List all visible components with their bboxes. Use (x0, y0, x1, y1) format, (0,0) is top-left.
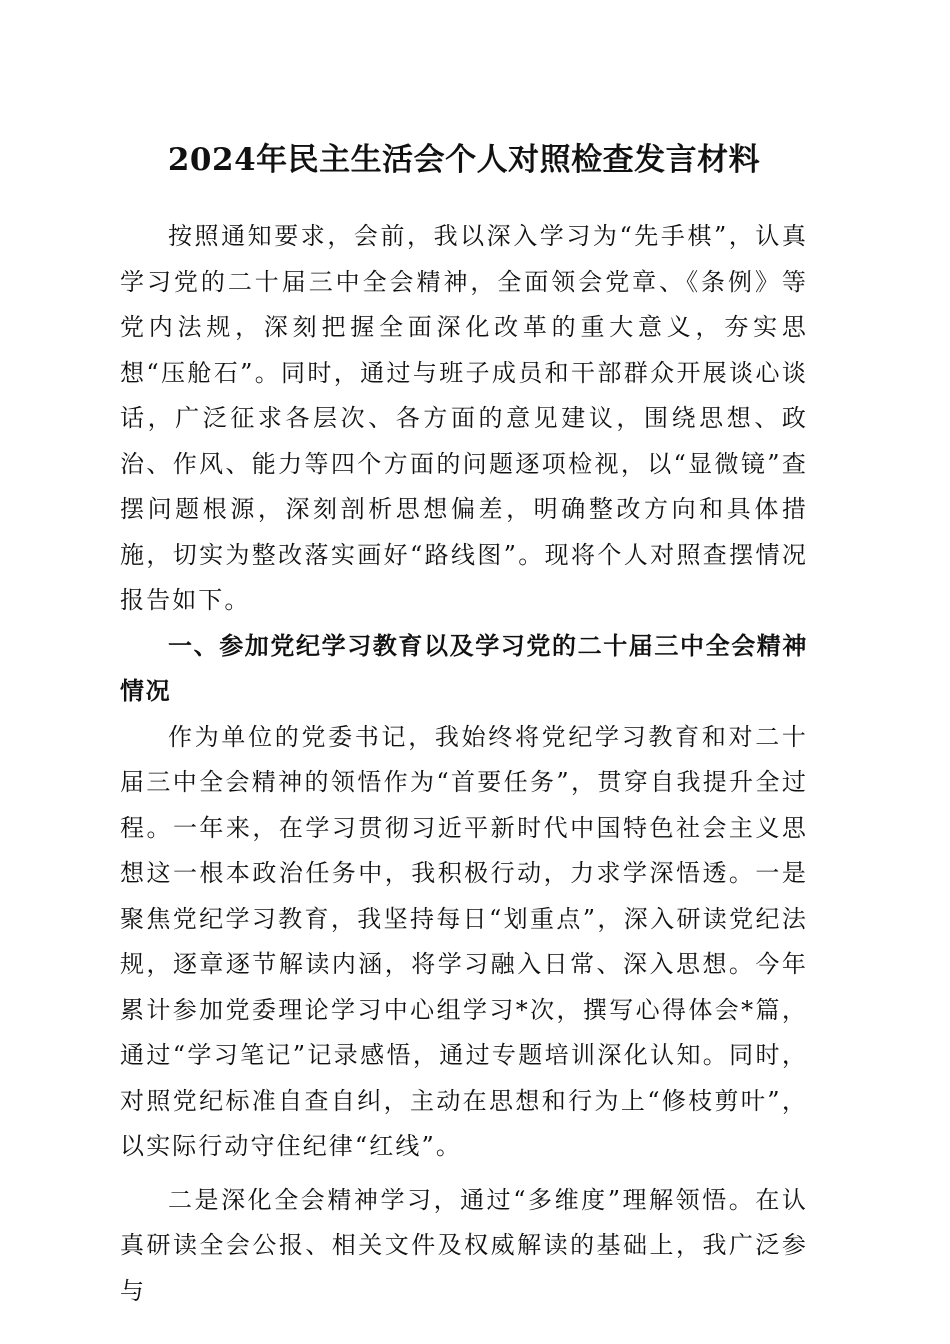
section-1-paragraph-2: 二是深化全会精神学习，通过“多维度”理解领悟。在认真研读全会公报、相关文件及权威解读的基础上，我广泛参与 (120, 1185, 808, 1305)
intro-paragraph: 按照通知要求，会前，我以深入学习为“先手棋”，认真学习党的二十届三中全会精神，全面领会党章、《条例》等党内法规，深刻把握全面深化改革的重大意义，夯实思想“压舱石”。同时，通过与班子成员和干部群众开展谈心谈话，广泛征求各层次、各方面的意见建议，围绕思想、政治、作风、能力等四个方面的问题逐项检视，以“显微镜”查摆问题根源，深刻剖析思想偏差，明确整改方向和具体措施，切实为整改落实画好“路线图”。现将个人对照查摆情况报告如下。 (120, 222, 808, 614)
document-title: 2024年民主生活会个人对照检查发言材料 (167, 142, 761, 178)
section-heading-1: 一、参加党纪学习教育以及学习党的二十届三中全会精神情况 (120, 631, 808, 705)
section-1-paragraph-1: 作为单位的党委书记，我始终将党纪学习教育和对二十届三中全会精神的领悟作为“首要任务”，贯穿自我提升全过程。一年来，在学习贯彻习近平新时代中国特色社会主义思想这一根本政治任务中，我积极行动，力求学深悟透。一是聚焦党纪学习教育，我坚持每日“划重点”，深入研读党纪法规，逐章逐节解读内涵，将学习融入日常、深入思想。今年累计参加党委理论学习中心组学习*次，撰写心得体会*篇，通过“学习笔记”记录感悟，通过专题培训深化认知。同时，对照党纪标准自查自纠，主动在思想和行为上“修枝剪叶”，以实际行动守住纪律“红线”。 (120, 722, 808, 1160)
document-body (120, 138, 808, 1314)
